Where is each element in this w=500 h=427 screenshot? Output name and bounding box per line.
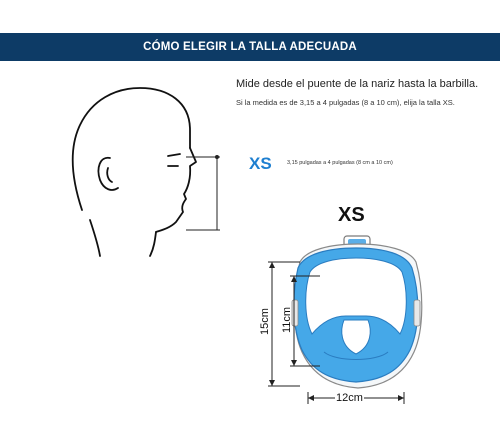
size-range-text: 3,15 pulgadas a 4 pulgadas (8 cm a 10 cm) bbox=[287, 160, 393, 166]
mask-height-inner-label: 11cm bbox=[281, 306, 293, 333]
size-code-label: XS bbox=[249, 154, 272, 173]
snorkel-mask-icon bbox=[292, 236, 422, 388]
size-rule-text: Si la medida es de 3,15 a 4 pulgadas (8 a 10 cm), elija la talla XS. bbox=[236, 98, 455, 107]
page-title: CÓMO ELEGIR LA TALLA ADECUADA bbox=[143, 41, 357, 53]
mask-width-label: 12cm bbox=[336, 392, 363, 404]
mask-size-title: XS bbox=[338, 204, 365, 226]
measure-instruction: Mide desde el puente de la nariz hasta la barbilla. bbox=[236, 78, 479, 90]
mask-height-outer-label: 15cm bbox=[259, 308, 271, 335]
